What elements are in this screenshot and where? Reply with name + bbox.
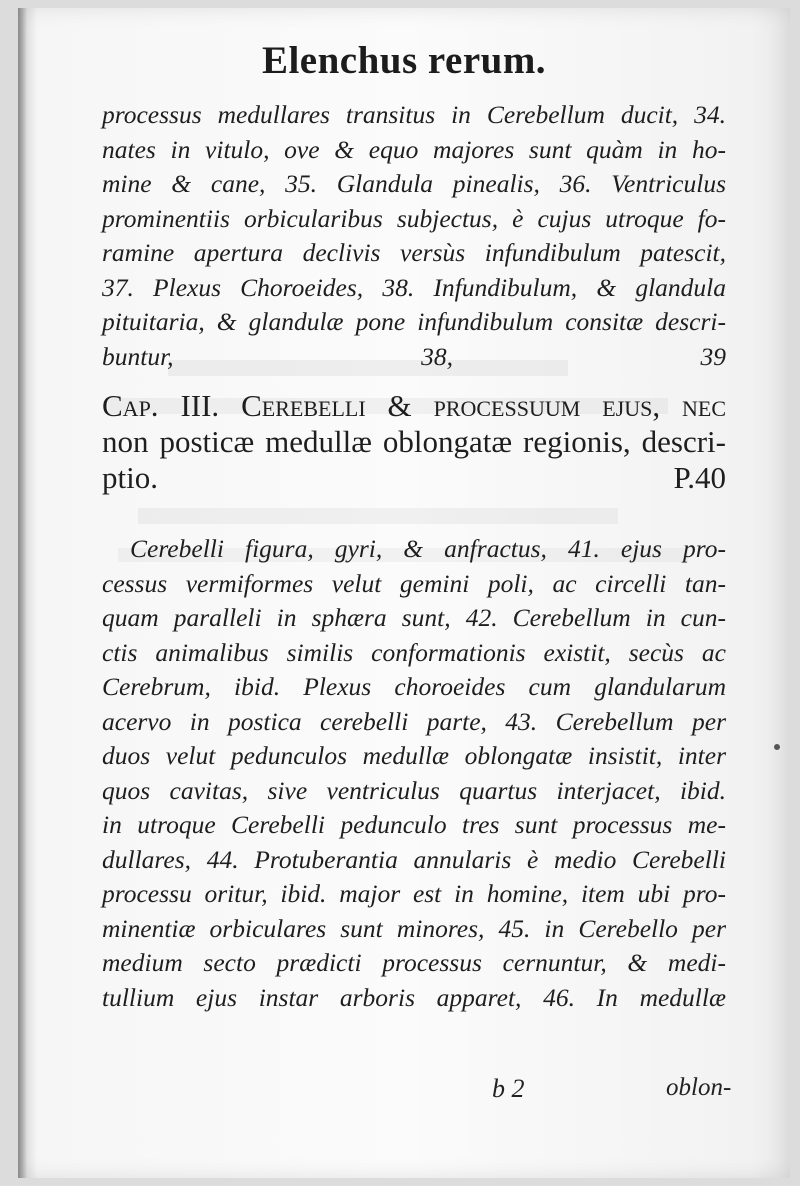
text-line: processu oritur, ibid. major est in homine, item ubi pro- bbox=[102, 879, 726, 908]
text-line: medium secto prædicti processus cernuntur, & medi- bbox=[102, 948, 726, 977]
text-line: pituitaria, & glandulæ pone infundibulum consitæ descri- bbox=[102, 307, 726, 336]
book-page bbox=[18, 8, 790, 1178]
chapter-heading: Cap. III. Cerebelli & processuum ejus, nec bbox=[102, 388, 726, 423]
text-line: 37. Plexus Choroeides, 38. Infundibulum, & glandula bbox=[102, 272, 726, 302]
text-line: tullium ejus instar arboris apparet, 46. In medullæ bbox=[102, 982, 726, 1012]
chapter-heading-line: ptio. P.40 bbox=[102, 460, 726, 495]
text-line: dullares, 44. Protuberantia annularis è medio Cerebelli bbox=[102, 844, 726, 874]
text-line: processus medullares transitus in Cerebellum ducit, 34. bbox=[102, 100, 726, 129]
text-line: quos cavitas, sive ventriculus quartus interjacet, ibid. bbox=[102, 775, 726, 805]
text-line: acervo in postica cerebelli parte, 43. Cerebellum per bbox=[102, 706, 726, 736]
chapter-heading-line: non posticæ medullæ oblongatæ regionis, descri- bbox=[102, 424, 726, 459]
text-line: quam paralleli in sphæra sunt, 42. Cerebellum in cun- bbox=[102, 603, 726, 632]
index-paragraph bbox=[102, 98, 726, 1015]
text-line: minentiæ orbiculares sunt minores, 45. in Cerebello per bbox=[102, 913, 726, 943]
text-line: nates in vitulo, ove & equo majores sunt quàm in ho- bbox=[102, 134, 726, 164]
catchword: oblon- bbox=[666, 1074, 732, 1101]
text-line: buntur, 38, 39 bbox=[102, 341, 726, 371]
text-line: prominentiis orbicularibus subjectus, è cujus utroque fo- bbox=[102, 203, 726, 233]
text-line: duos velut pedunculos medullæ oblongatæ insistit, inter bbox=[102, 741, 726, 770]
signature-mark: b 2 bbox=[492, 1074, 525, 1103]
text-line: Cerebelli figura, gyri, & anfractus, 41. ejus pro- bbox=[130, 534, 726, 563]
text-line: in utroque Cerebelli pedunculo tres sunt processus me- bbox=[102, 810, 726, 839]
text-line: mine & cane, 35. Glandula pinealis, 36. Ventriculus bbox=[102, 169, 726, 198]
text-line: Cerebrum, ibid. Plexus choroeides cum glandularum bbox=[102, 672, 726, 701]
text-line: cessus vermiformes velut gemini poli, ac circelli tan- bbox=[102, 568, 726, 598]
text-line: ramine apertura declivis versùs infundibulum patescit, bbox=[102, 238, 726, 267]
running-title: Elenchus rerum. bbox=[261, 39, 547, 82]
text-line: ctis animalibus similis conformationis existit, secùs ac bbox=[102, 637, 726, 667]
ink-speck bbox=[774, 744, 780, 750]
